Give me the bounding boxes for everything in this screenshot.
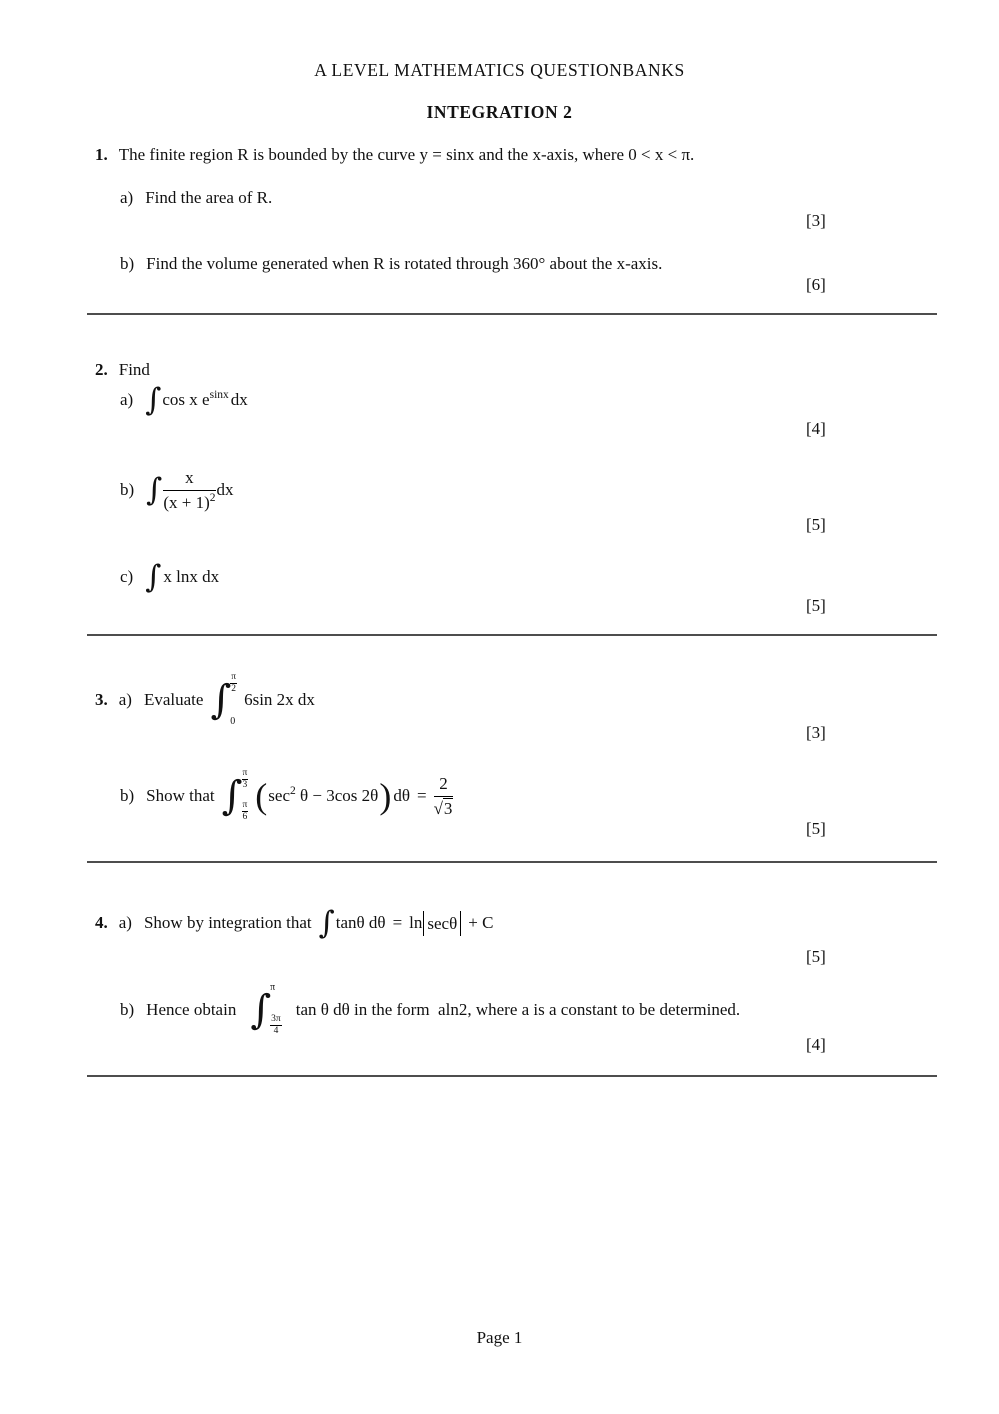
integral-sign: ∫ [318, 904, 335, 941]
question-text: Find [118, 360, 150, 379]
marks-badge: [4] [806, 1035, 826, 1054]
part-label: b) [120, 480, 135, 499]
part-label: a) [118, 913, 132, 932]
equals-sign: = [416, 786, 427, 805]
definite-integral [250, 983, 281, 1037]
definite-integral [222, 769, 249, 823]
math-expression: cos x $e^{sinx}$ [162, 389, 229, 409]
question-number: 3. [95, 690, 108, 709]
equals-sign: = [392, 913, 403, 932]
integral-limits [242, 767, 249, 826]
exponent: sinx [209, 389, 229, 401]
exponent: 2 [290, 785, 296, 797]
page-number: Page 1 [476, 1328, 523, 1347]
horizontal-rule [87, 861, 937, 863]
integral-sign: ∫ [145, 381, 162, 418]
part-label: a) [120, 390, 134, 409]
integral-sign: ∫ [145, 558, 162, 595]
upper-limit: $\frac{\pi}{3}$ [242, 767, 248, 790]
integral-sign: ∫ [221, 773, 243, 819]
part-lead: Show by integration that [143, 913, 312, 932]
numerator: 2 [434, 774, 454, 797]
fraction [434, 774, 454, 818]
part-label: c) [120, 567, 134, 586]
constant-term: + C [468, 913, 494, 932]
upper-limit: $\frac{\pi}{2}$ [231, 671, 237, 694]
part-label: b) [120, 786, 135, 805]
part-label: a) [120, 188, 134, 207]
integral-limits [270, 981, 282, 1040]
lower-limit: $\frac{3\pi}{4}$ [271, 1013, 281, 1036]
question-3a [95, 672, 315, 728]
part-label: a) [118, 690, 132, 709]
question-2b [120, 460, 234, 520]
question-1a [120, 188, 272, 208]
lower-limit: 0 [230, 715, 236, 727]
horizontal-rule [87, 634, 937, 636]
question-text: The finite region R is bounded by the curve y = sinx and the x-axis, where 0 < x < π. [118, 145, 695, 164]
denominator [434, 797, 454, 819]
differential: dx [230, 390, 248, 409]
differential: dx [216, 480, 234, 499]
marks-badge: [5] [806, 596, 826, 615]
part-lead: Evaluate [143, 690, 204, 709]
question-4a [95, 900, 493, 946]
ln-label: ln [409, 913, 423, 932]
marks-badge: [6] [806, 275, 826, 294]
upper-limit: π [270, 981, 276, 993]
part-lead: Hence obtain [146, 1000, 237, 1019]
marks-badge: [3] [806, 211, 826, 230]
question-3b [120, 764, 453, 828]
marks-badge: [4] [806, 419, 826, 438]
question-number: 4. [95, 913, 108, 932]
lower-limit: $\frac{\pi}{6}$ [242, 799, 248, 822]
integral-sign: ∫ [146, 471, 163, 508]
part-label: b) [120, 254, 135, 273]
question-4b [120, 982, 740, 1038]
differential: dθ [393, 786, 410, 805]
radical-sign: √ [433, 798, 443, 818]
part-text: Find the volume generated when R is rotated through 360° about the x-axis. [146, 254, 663, 273]
part-label: b) [120, 1000, 135, 1019]
integral-sign: ∫ [210, 677, 232, 723]
part-lead: Show that [146, 786, 215, 805]
marks-badge: [5] [806, 515, 826, 534]
question-2a [120, 378, 248, 422]
document-title: A LEVEL MATHEMATICS QUESTIONBANKS [314, 60, 685, 80]
close-paren: ) [379, 776, 392, 816]
integral-sign: ∫ [250, 987, 272, 1033]
math-expression: tan θ dθ in the form aln2, where a is a constant to be determined. [295, 1000, 741, 1019]
horizontal-rule [87, 1075, 937, 1077]
math-expression: 6sin 2x dx [244, 690, 315, 709]
math-expression: x lnx dx [163, 567, 220, 586]
question-number: 1. [95, 145, 108, 164]
marks-badge: [5] [806, 947, 826, 966]
exponent: 2 [209, 491, 216, 504]
section-title: INTEGRATION 2 [426, 102, 573, 122]
absolute-value: secθ [423, 911, 461, 936]
integral-limits [230, 671, 237, 730]
fraction [163, 468, 215, 512]
numerator: x [163, 468, 215, 491]
question-number: 2. [95, 360, 108, 379]
marks-badge: [3] [806, 723, 826, 742]
part-text: Find the area of R. [145, 188, 273, 207]
horizontal-rule [87, 313, 937, 315]
math-expression: tanθ dθ [335, 913, 386, 932]
question-1-stem [95, 145, 694, 165]
denominator: $(x + 1)^2$ [163, 491, 216, 512]
open-paren: ( [255, 776, 268, 816]
definite-integral [210, 673, 237, 727]
radicand: 3 [443, 798, 453, 818]
question-2c [120, 556, 219, 598]
math-expression: $\sec^2 \theta - 3\cos$ 2θ [268, 785, 379, 805]
marks-badge: [5] [806, 819, 826, 838]
question-1b [120, 254, 662, 274]
question-2-stem [95, 360, 150, 380]
